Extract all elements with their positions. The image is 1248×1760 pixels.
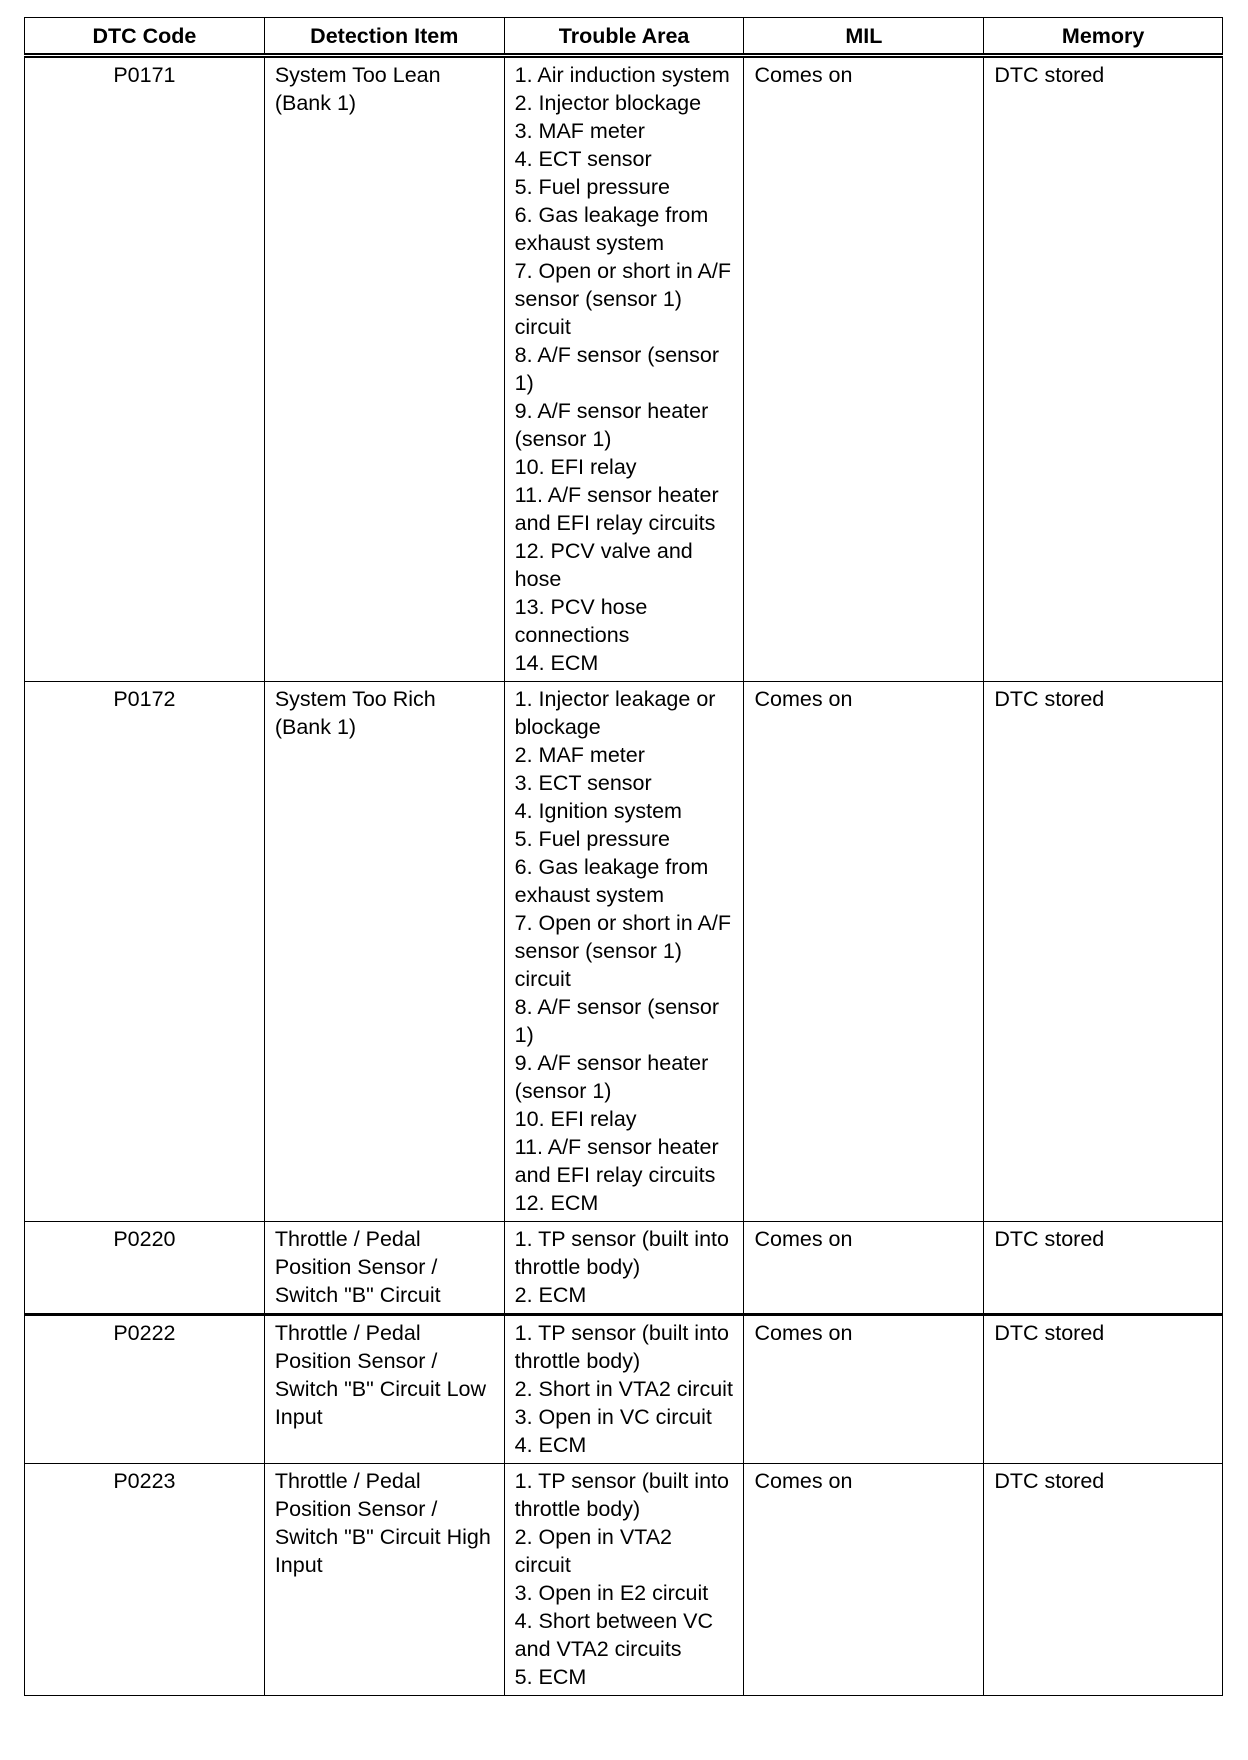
trouble-area-item: 2. MAF meter xyxy=(514,743,645,767)
header-row xyxy=(25,18,1223,56)
dtc-code-cell: P0172 xyxy=(25,682,265,1222)
mil-cell: Comes on xyxy=(744,1464,984,1696)
trouble-area-item: 8. A/F sensor (sensor 1) xyxy=(514,343,719,395)
memory-cell: DTC stored xyxy=(984,1315,1223,1464)
trouble-area-cell xyxy=(504,1222,744,1315)
detection-item-cell: System Too Lean (Bank 1) xyxy=(264,56,504,682)
trouble-area-item: 1. TP sensor (built into throttle body) xyxy=(514,1321,729,1373)
memory-cell: DTC stored xyxy=(984,56,1223,682)
trouble-area-item: 10. EFI relay xyxy=(514,1107,637,1131)
trouble-area-item: 1. TP sensor (built into throttle body) xyxy=(514,1469,729,1521)
trouble-area-item: 8. A/F sensor (sensor 1) xyxy=(514,995,719,1047)
trouble-area-item: 2. Short in VTA2 circuit xyxy=(514,1377,733,1401)
trouble-area-item: 4. ECM xyxy=(514,1433,587,1457)
trouble-area-item: 3. Open in VC circuit xyxy=(514,1405,712,1429)
trouble-area-cell xyxy=(504,1464,744,1696)
trouble-area-item: 10. EFI relay xyxy=(514,455,637,479)
trouble-area-item: 13. PCV hose connections xyxy=(514,595,648,647)
trouble-area-item: 6. Gas leakage from exhaust system xyxy=(514,203,709,255)
trouble-area-item: 3. Open in E2 circuit xyxy=(514,1581,709,1605)
trouble-area-item: 12. ECM xyxy=(514,1191,599,1215)
trouble-area-item: 2. ECM xyxy=(514,1283,587,1307)
trouble-area-cell xyxy=(504,56,744,682)
memory-cell: DTC stored xyxy=(984,1464,1223,1696)
header-detection-item: Detection Item xyxy=(264,18,504,56)
mil-cell: Comes on xyxy=(744,682,984,1222)
trouble-area-item: 4. Ignition system xyxy=(514,799,682,823)
trouble-area-cell xyxy=(504,682,744,1222)
header-memory: Memory xyxy=(984,18,1223,56)
dtc-code-cell: P0223 xyxy=(25,1464,265,1696)
trouble-area-item: 11. A/F sensor heater and EFI relay circuits xyxy=(514,483,719,535)
table-row xyxy=(25,1222,1223,1315)
trouble-area-item: 4. Short between VC and VTA2 circuits xyxy=(514,1609,714,1661)
trouble-area-item: 7. Open or short in A/F sensor (sensor 1) circuit xyxy=(514,911,731,991)
trouble-area-item: 14. ECM xyxy=(514,651,599,675)
trouble-area-item: 1. Air induction system xyxy=(514,63,730,87)
memory-cell: DTC stored xyxy=(984,682,1223,1222)
table-row xyxy=(25,682,1223,1222)
dtc-code-cell: P0171 xyxy=(25,56,265,682)
table-header xyxy=(25,18,1223,56)
mil-cell: Comes on xyxy=(744,1315,984,1464)
trouble-area-item: 5. Fuel pressure xyxy=(514,175,671,199)
table-row xyxy=(25,1315,1223,1464)
trouble-area-item: 6. Gas leakage from exhaust system xyxy=(514,855,709,907)
header-mil: MIL xyxy=(744,18,984,56)
trouble-area-item: 1. Injector leakage or blockage xyxy=(514,687,716,739)
memory-cell: DTC stored xyxy=(984,1222,1223,1315)
detection-item-cell: Throttle / Pedal Position Sensor / Switch "B" Circuit High Input xyxy=(264,1464,504,1696)
trouble-area-item: 1. TP sensor (built into throttle body) xyxy=(514,1227,729,1279)
mil-cell: Comes on xyxy=(744,1222,984,1315)
trouble-area-item: 7. Open or short in A/F sensor (sensor 1) circuit xyxy=(514,259,731,339)
table-body xyxy=(25,56,1223,1696)
trouble-area-item: 4. ECT sensor xyxy=(514,147,652,171)
dtc-code-cell: P0220 xyxy=(25,1222,265,1315)
trouble-area-item: 5. ECM xyxy=(514,1665,587,1689)
table-row xyxy=(25,56,1223,682)
detection-item-cell: Throttle / Pedal Position Sensor / Switch "B" Circuit xyxy=(264,1222,504,1315)
dtc-table xyxy=(24,17,1223,1696)
trouble-area-item: 2. Injector blockage xyxy=(514,91,702,115)
detection-item-cell: System Too Rich (Bank 1) xyxy=(264,682,504,1222)
trouble-area-item: 3. ECT sensor xyxy=(514,771,652,795)
detection-item-cell: Throttle / Pedal Position Sensor / Switch "B" Circuit Low Input xyxy=(264,1315,504,1464)
trouble-area-item: 12. PCV valve and hose xyxy=(514,539,693,591)
trouble-area-item: 9. A/F sensor heater (sensor 1) xyxy=(514,399,709,451)
trouble-area-item: 2. Open in VTA2 circuit xyxy=(514,1525,673,1577)
trouble-area-item: 3. MAF meter xyxy=(514,119,645,143)
table-row xyxy=(25,1464,1223,1696)
header-trouble-area: Trouble Area xyxy=(504,18,744,56)
trouble-area-item: 5. Fuel pressure xyxy=(514,827,671,851)
trouble-area-item: 9. A/F sensor heater (sensor 1) xyxy=(514,1051,709,1103)
header-dtc-code: DTC Code xyxy=(25,18,265,56)
trouble-area-item: 11. A/F sensor heater and EFI relay circuits xyxy=(514,1135,719,1187)
dtc-code-cell: P0222 xyxy=(25,1315,265,1464)
trouble-area-cell xyxy=(504,1315,744,1464)
mil-cell: Comes on xyxy=(744,56,984,682)
